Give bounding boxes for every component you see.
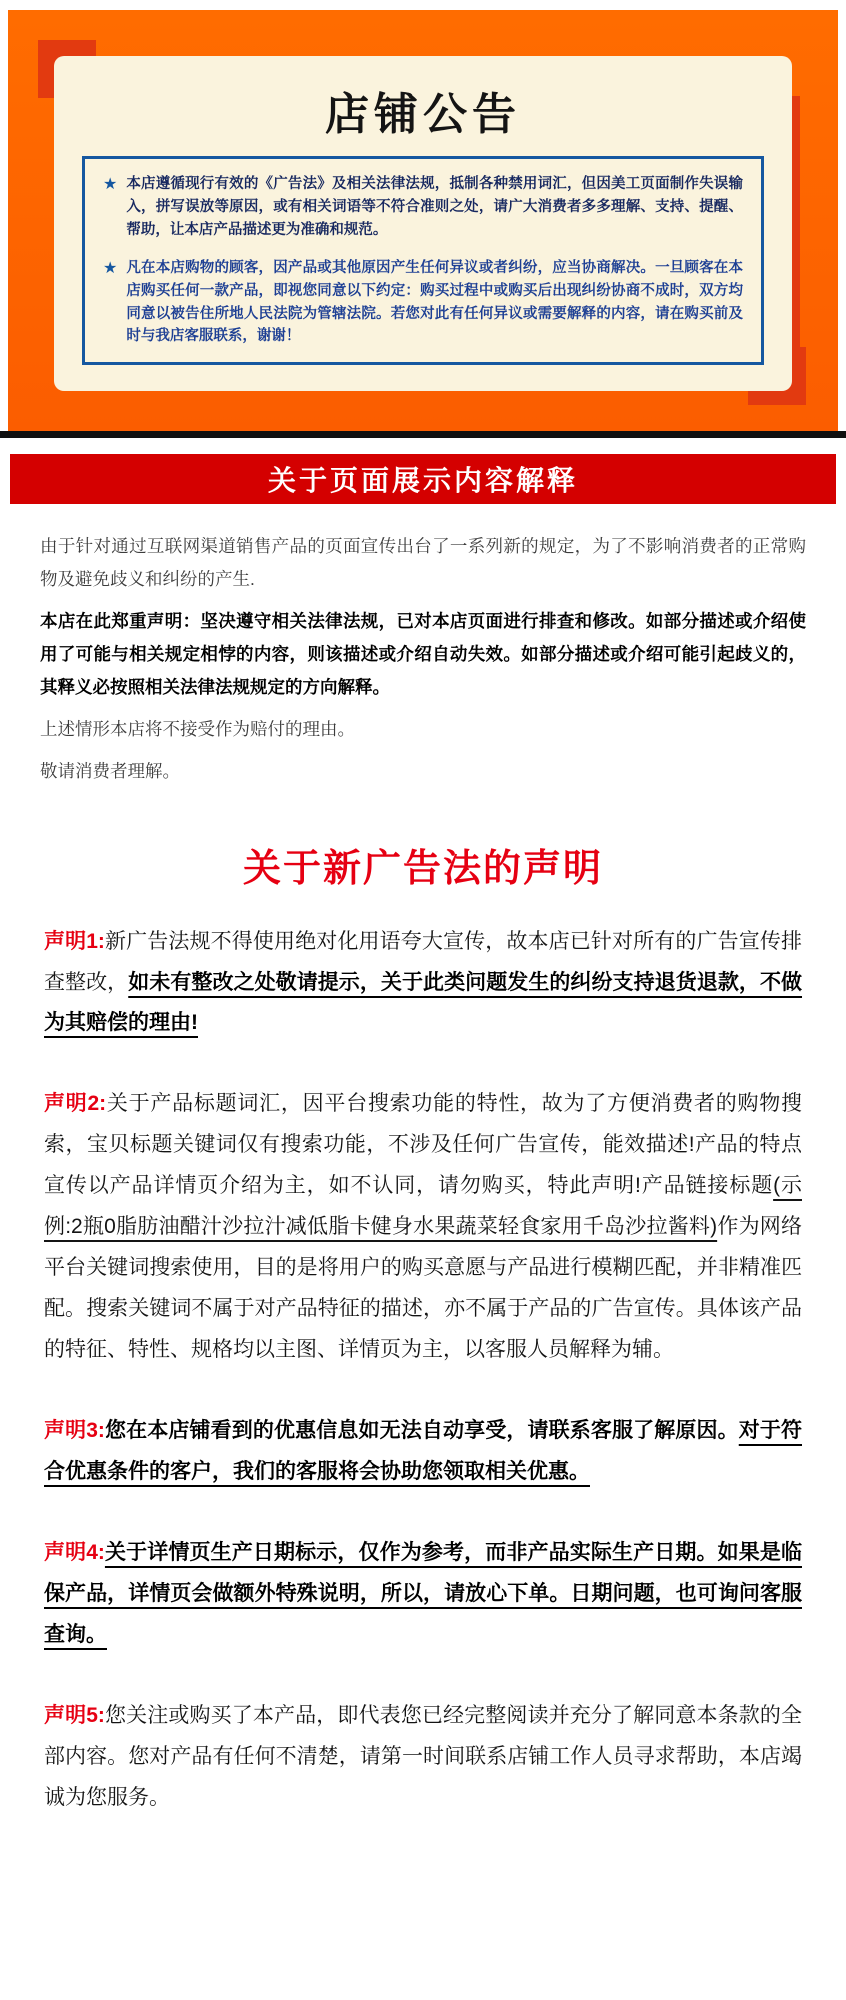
statement-5-label: 声明5:: [44, 1703, 105, 1727]
statement-4-label: 声明4:: [44, 1540, 105, 1564]
black-divider: [0, 431, 846, 438]
store-notice-card: [54, 56, 792, 391]
notice-item-1-text: 本店遵循现行有效的《广告法》及相关法律法规，抵制各种禁用词汇，但因美工页面制作失误输入，拼写误放等原因，或有相关词语等不符合准则之处，请广大消费者多多理解、支持、提醒、帮助，让本店产品描述更为准确和规范。: [126, 176, 743, 238]
ad-law-statement-title: 关于新广告法的声明: [242, 847, 603, 890]
notice-item-2-text: 凡在本店购物的顾客，因产品或其他原因产生任何异议或者纠纷，应当协商解决。一旦顾客在本店购买任何一款产品，即视您同意以下约定：购买过程中或购买后出现纠纷协商不成时，双方均同意以被告住所地人民法院为管辖法院。若您对此有任何异议或需要解释的内容，请在购买前及时与我店客服联系，谢谢！: [126, 259, 743, 345]
statement-4-emphasis: 关于详情页生产日期标示，仅作为参考，而非产品实际生产日期。如果是临保产品，详情页会做额外特殊说明，所以，请放心下单。日期问题，也可询问客服查询。: [44, 1540, 802, 1646]
page-explanation-banner: 关于页面展示内容解释: [10, 454, 836, 504]
statement-2: [44, 1084, 802, 1371]
statement-4: [44, 1533, 802, 1656]
statement-2-text: 关于产品标题词汇，因平台搜索功能的特性，故为了方便消费者的购物搜索，宝贝标题关键词仅有搜索功能，不涉及任何广告宣传，能效描述!产品的特点宣传以产品详情页介绍为主，如不认同，请勿购买，特此声明!产品链接标题: [44, 1092, 802, 1198]
page-explanation-body: [0, 504, 846, 802]
explanation-paragraph-4: 敬请消费者理解。: [40, 760, 180, 781]
statement-2-label: 声明2:: [44, 1092, 107, 1116]
explanation-paragraph-1: 由于针对通过互联网渠道销售产品的页面宣传出台了一系列新的规定，为了不影响消费者的正常购物及避免歧义和纠纷的产生.: [40, 536, 806, 590]
statement-1-text: 新广告法规不得使用绝对化用语夸大宣传，故本店已针对所有的广告宣传排查整改，: [44, 929, 802, 994]
store-notice-title: 店铺公告: [325, 90, 521, 139]
statement-1-emphasis: 如未有整改之处敬请提示，关于此类问题发生的纠纷支持退货退款，不做为其赔偿的理由!: [44, 970, 803, 1035]
statement-1-label: 声明1:: [44, 929, 105, 953]
statements-list: [0, 922, 846, 1865]
store-notice-section: [8, 10, 838, 431]
statement-5: [44, 1696, 802, 1819]
statement-5-text: 您关注或购买了本产品，即代表您已经完整阅读并充分了解同意本条款的全部内容。您对产品有任何不清楚，请第一时间联系店铺工作人员寻求帮助，本店竭诚为您服务。: [44, 1703, 802, 1809]
statement-3-label: 声明3:: [44, 1418, 105, 1442]
statement-2-text-continued: 作为网络平台关键词搜索使用，目的是将用户的购买意愿与产品进行模糊匹配，并非精准匹配。搜索关键词不属于对产品特征的描述，亦不属于产品的广告宣传。具体该产品的特征、特性、规格均以主图、详情页为主，以客服人员解释为辅。: [44, 1215, 803, 1362]
statement-3: [44, 1411, 802, 1493]
star-icon: ★: [103, 176, 118, 193]
statement-3-emphasis: 对于符合优惠条件的客户，我们的客服将会协助您领取相关优惠。: [44, 1418, 802, 1483]
star-icon: ★: [103, 259, 118, 277]
notice-item-1: [103, 173, 743, 242]
statement-1: [44, 922, 802, 1045]
explanation-paragraph-2: 本店在此郑重声明：坚决遵守相关法律法规，已对本店页面进行排查和修改。如部分描述或介绍使用了可能与相关规定相悖的内容，则该描述或介绍自动失效。如部分描述或介绍可能引起歧义的，其释义必按照相关法律法规规定的方向解释。: [40, 611, 806, 697]
statement-2-example: (示例:2瓶0脂肪油醋汁沙拉汁减低脂卡健身水果蔬菜轻食家用千岛沙拉酱料): [44, 1174, 802, 1239]
notice-item-2: [103, 257, 743, 349]
explanation-paragraph-3: 上述情形本店将不接受作为赔付的理由。: [40, 718, 355, 739]
store-notice-box: [82, 156, 764, 365]
statement-3-text: 您在本店铺看到的优惠信息如无法自动享受，请联系客服了解原因。: [104, 1418, 739, 1442]
store-notice-card-stack: [54, 56, 792, 391]
